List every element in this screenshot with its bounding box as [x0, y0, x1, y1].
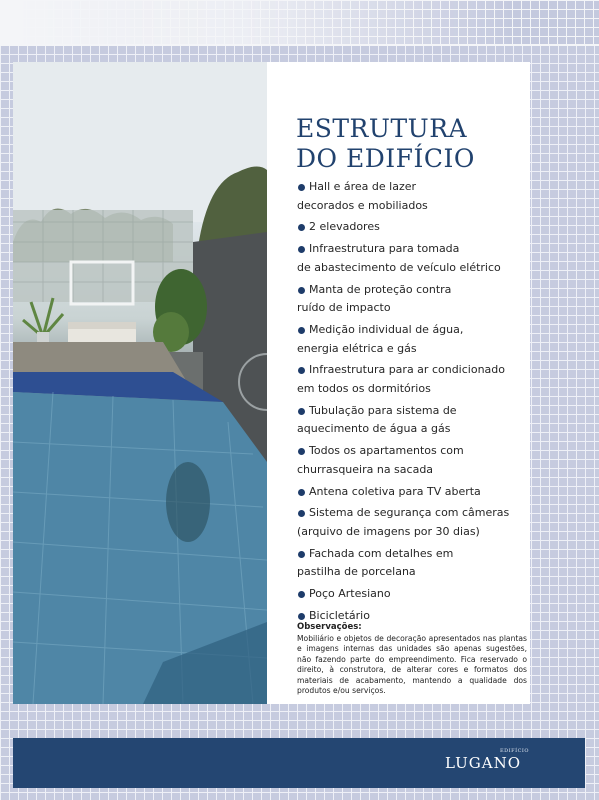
feature-text: churrasqueira na sacada	[297, 462, 434, 476]
bullet-icon	[298, 184, 305, 191]
feature-text: Manta de proteção contra	[309, 282, 452, 296]
feature-text: em todos os dormitórios	[297, 382, 431, 396]
bullet-icon	[298, 448, 305, 455]
feature-item	[297, 218, 529, 237]
feature-text: Bicicletário	[309, 608, 370, 622]
feature-text: Sistema de segurança com câmeras	[309, 506, 510, 520]
feature-text: energia elétrica e gás	[297, 341, 417, 355]
bullet-icon	[298, 287, 305, 294]
feature-text: de abastecimento de veículo elétrico	[297, 260, 501, 274]
feature-text: Hall e área de lazer	[309, 180, 417, 193]
title-line-2: DO EDIFÍCIO	[296, 144, 475, 173]
feature-item	[297, 178, 529, 215]
bullet-icon	[298, 489, 305, 496]
bullet-icon	[298, 367, 305, 374]
pool-render-image	[13, 62, 267, 704]
feature-text: Tubulação para sistema de	[309, 403, 457, 417]
feature-text: 2 elevadores	[309, 220, 380, 234]
feature-text: Antena coletiva para TV aberta	[309, 484, 481, 498]
feature-text: Fachada com detalhes em	[309, 546, 454, 560]
observations-heading: Observações:	[297, 622, 362, 632]
feature-item	[297, 321, 529, 358]
bullet-icon	[298, 591, 305, 598]
feature-item	[297, 402, 529, 439]
bullet-icon	[298, 510, 305, 517]
page-title	[296, 114, 526, 174]
bullet-icon	[298, 408, 305, 415]
feature-item	[297, 585, 529, 604]
feature-text: Infraestrutura para ar condicionado	[309, 363, 505, 377]
bullet-icon	[298, 224, 305, 231]
feature-text: decorados e mobiliados	[297, 198, 428, 212]
feature-text: ruído de impacto	[297, 301, 391, 315]
feature-text: Infraestrutura para tomada	[309, 242, 460, 256]
feature-item	[297, 281, 529, 318]
bullet-icon	[298, 246, 305, 253]
feature-text: aquecimento de água a gás	[297, 422, 451, 436]
feature-text: Poço Artesiano	[309, 587, 391, 601]
logo-name: LUGANO	[444, 754, 521, 772]
pool-illustration	[13, 62, 267, 704]
feature-text: Todos os apartamentos com	[309, 444, 464, 458]
footer-band	[13, 738, 585, 788]
feature-item	[297, 483, 529, 502]
observations-text: Mobiliário e objetos de decoração apresentados nas plantas e imagens internas das unidades são apenas sugestões, não fazendo parte do empreendimento. Fica reservado o direito, à construtora, de alterar cores e formatos dos materiais de acabamento, mantendo a qualidade dos produtos e/ou serviços.	[297, 634, 527, 696]
feature-item	[297, 504, 529, 541]
feature-text: pastilha de porcelana	[297, 565, 416, 579]
feature-item	[297, 442, 529, 479]
tile-pattern	[8, 0, 599, 44]
feature-text: (arquivo de imagens por 30 dias)	[297, 524, 480, 538]
observations-block	[297, 622, 527, 696]
title-line-1: ESTRUTURA	[296, 114, 468, 143]
bullet-icon	[298, 327, 305, 334]
bullet-icon	[298, 551, 305, 558]
bullet-icon	[298, 613, 305, 620]
feature-item	[297, 545, 529, 582]
feature-text: Medição individual de água,	[309, 322, 464, 336]
features-list	[297, 178, 529, 628]
feature-item	[297, 240, 529, 277]
feature-item	[297, 361, 529, 398]
logo-prefix: EDIFÍCIO	[500, 748, 529, 754]
